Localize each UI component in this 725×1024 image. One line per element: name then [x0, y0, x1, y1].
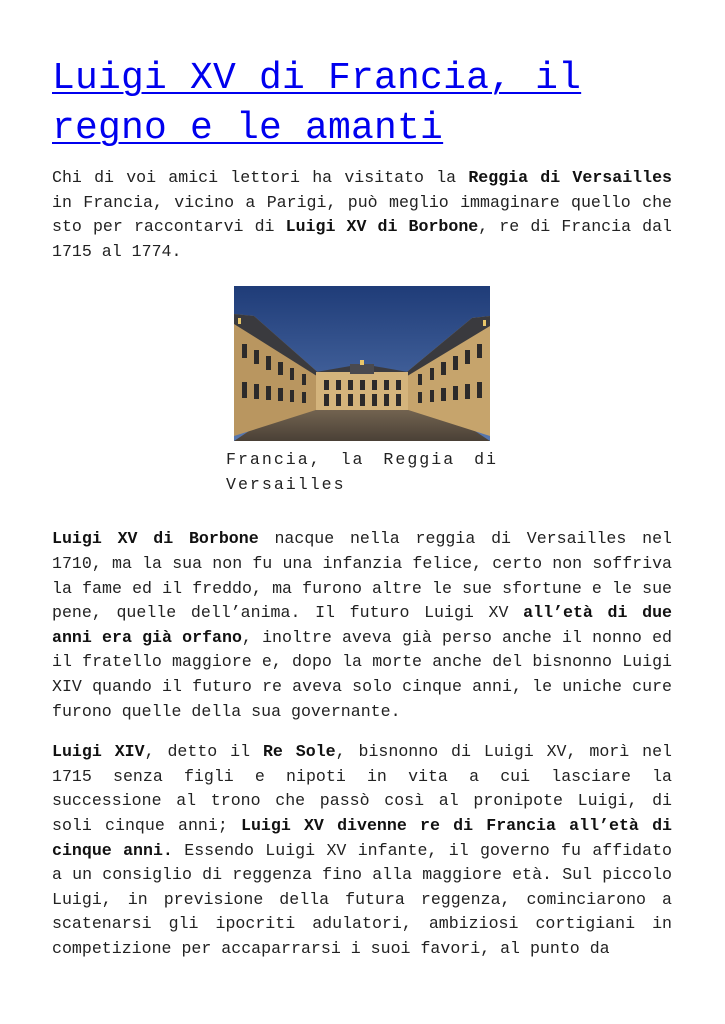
text-run: nacque nella reggia di Versailles nel 1710, ma la sua non fu una infanzia felice, certo non soffriva la fame ed il freddo, ma furono altre le sue sfortune e le sue pene, quelle dell’anima. Il futuro Luigi XV [52, 529, 672, 623]
article [52, 54, 672, 977]
intro-paragraph [52, 166, 672, 264]
article-title-link[interactable]: Luigi XV di Francia, il regno e le amanti [52, 57, 582, 150]
bold-text: Reggia di Versailles [468, 168, 672, 187]
figure-caption: Francia, la Reggia di Versailles [226, 450, 498, 494]
bold-text: Luigi XV divenne re di Francia all’età di cinque anni. [52, 815, 672, 860]
text-run: in Francia, vicino a Parigi, può meglio immaginare quello che sto per raccontarvi di [52, 192, 672, 237]
paragraph-childhood [52, 527, 672, 724]
text-run: , detto il [144, 742, 263, 762]
text-run: Essendo Luigi XV infante, il governo fu affidato a un consiglio di reggenza fino alla maggiore età. Sul piccolo Luigi, in previsione della futura reggenza, cominciarono a scatenarsi gli ipocriti adulatori, ambiziosi cortigiani in competizione per accaparrarsi i suoi favori, al punto da [52, 840, 672, 958]
bold-text: all’età di due anni era già orfano [52, 603, 672, 647]
text-run: , bisnonno di Luigi XV, morì nel 1715 senza figli e nipoti in vita a cui lasciare la successione al trono che passò così al pronipote Luigi, di soli cinque anni; [52, 742, 672, 835]
text-run: Chi di voi amici lettori ha visitato la [52, 168, 469, 187]
versailles-photo [234, 286, 490, 441]
bold-text: Luigi XV di Borbone [52, 529, 259, 549]
bold-text: Re Sole [262, 742, 336, 762]
figure [52, 286, 672, 501]
bold-text: Luigi XV di Borbone [285, 217, 479, 237]
versailles-palace-image [234, 286, 490, 441]
paragraph-succession [52, 740, 672, 961]
text-run: , inoltre aveva già perso anche il nonno ed il fratello maggiore e, dopo la morte anche del bisnonno Luigi XIV quando il futuro re aveva solo cinque anni, le uniche cure furono quelle della sua governante. [52, 627, 672, 721]
bold-text: Luigi XIV [52, 742, 145, 762]
text-run: , re di Francia dal 1715 al 1774. [52, 217, 673, 261]
article-title[interactable] [52, 54, 672, 154]
